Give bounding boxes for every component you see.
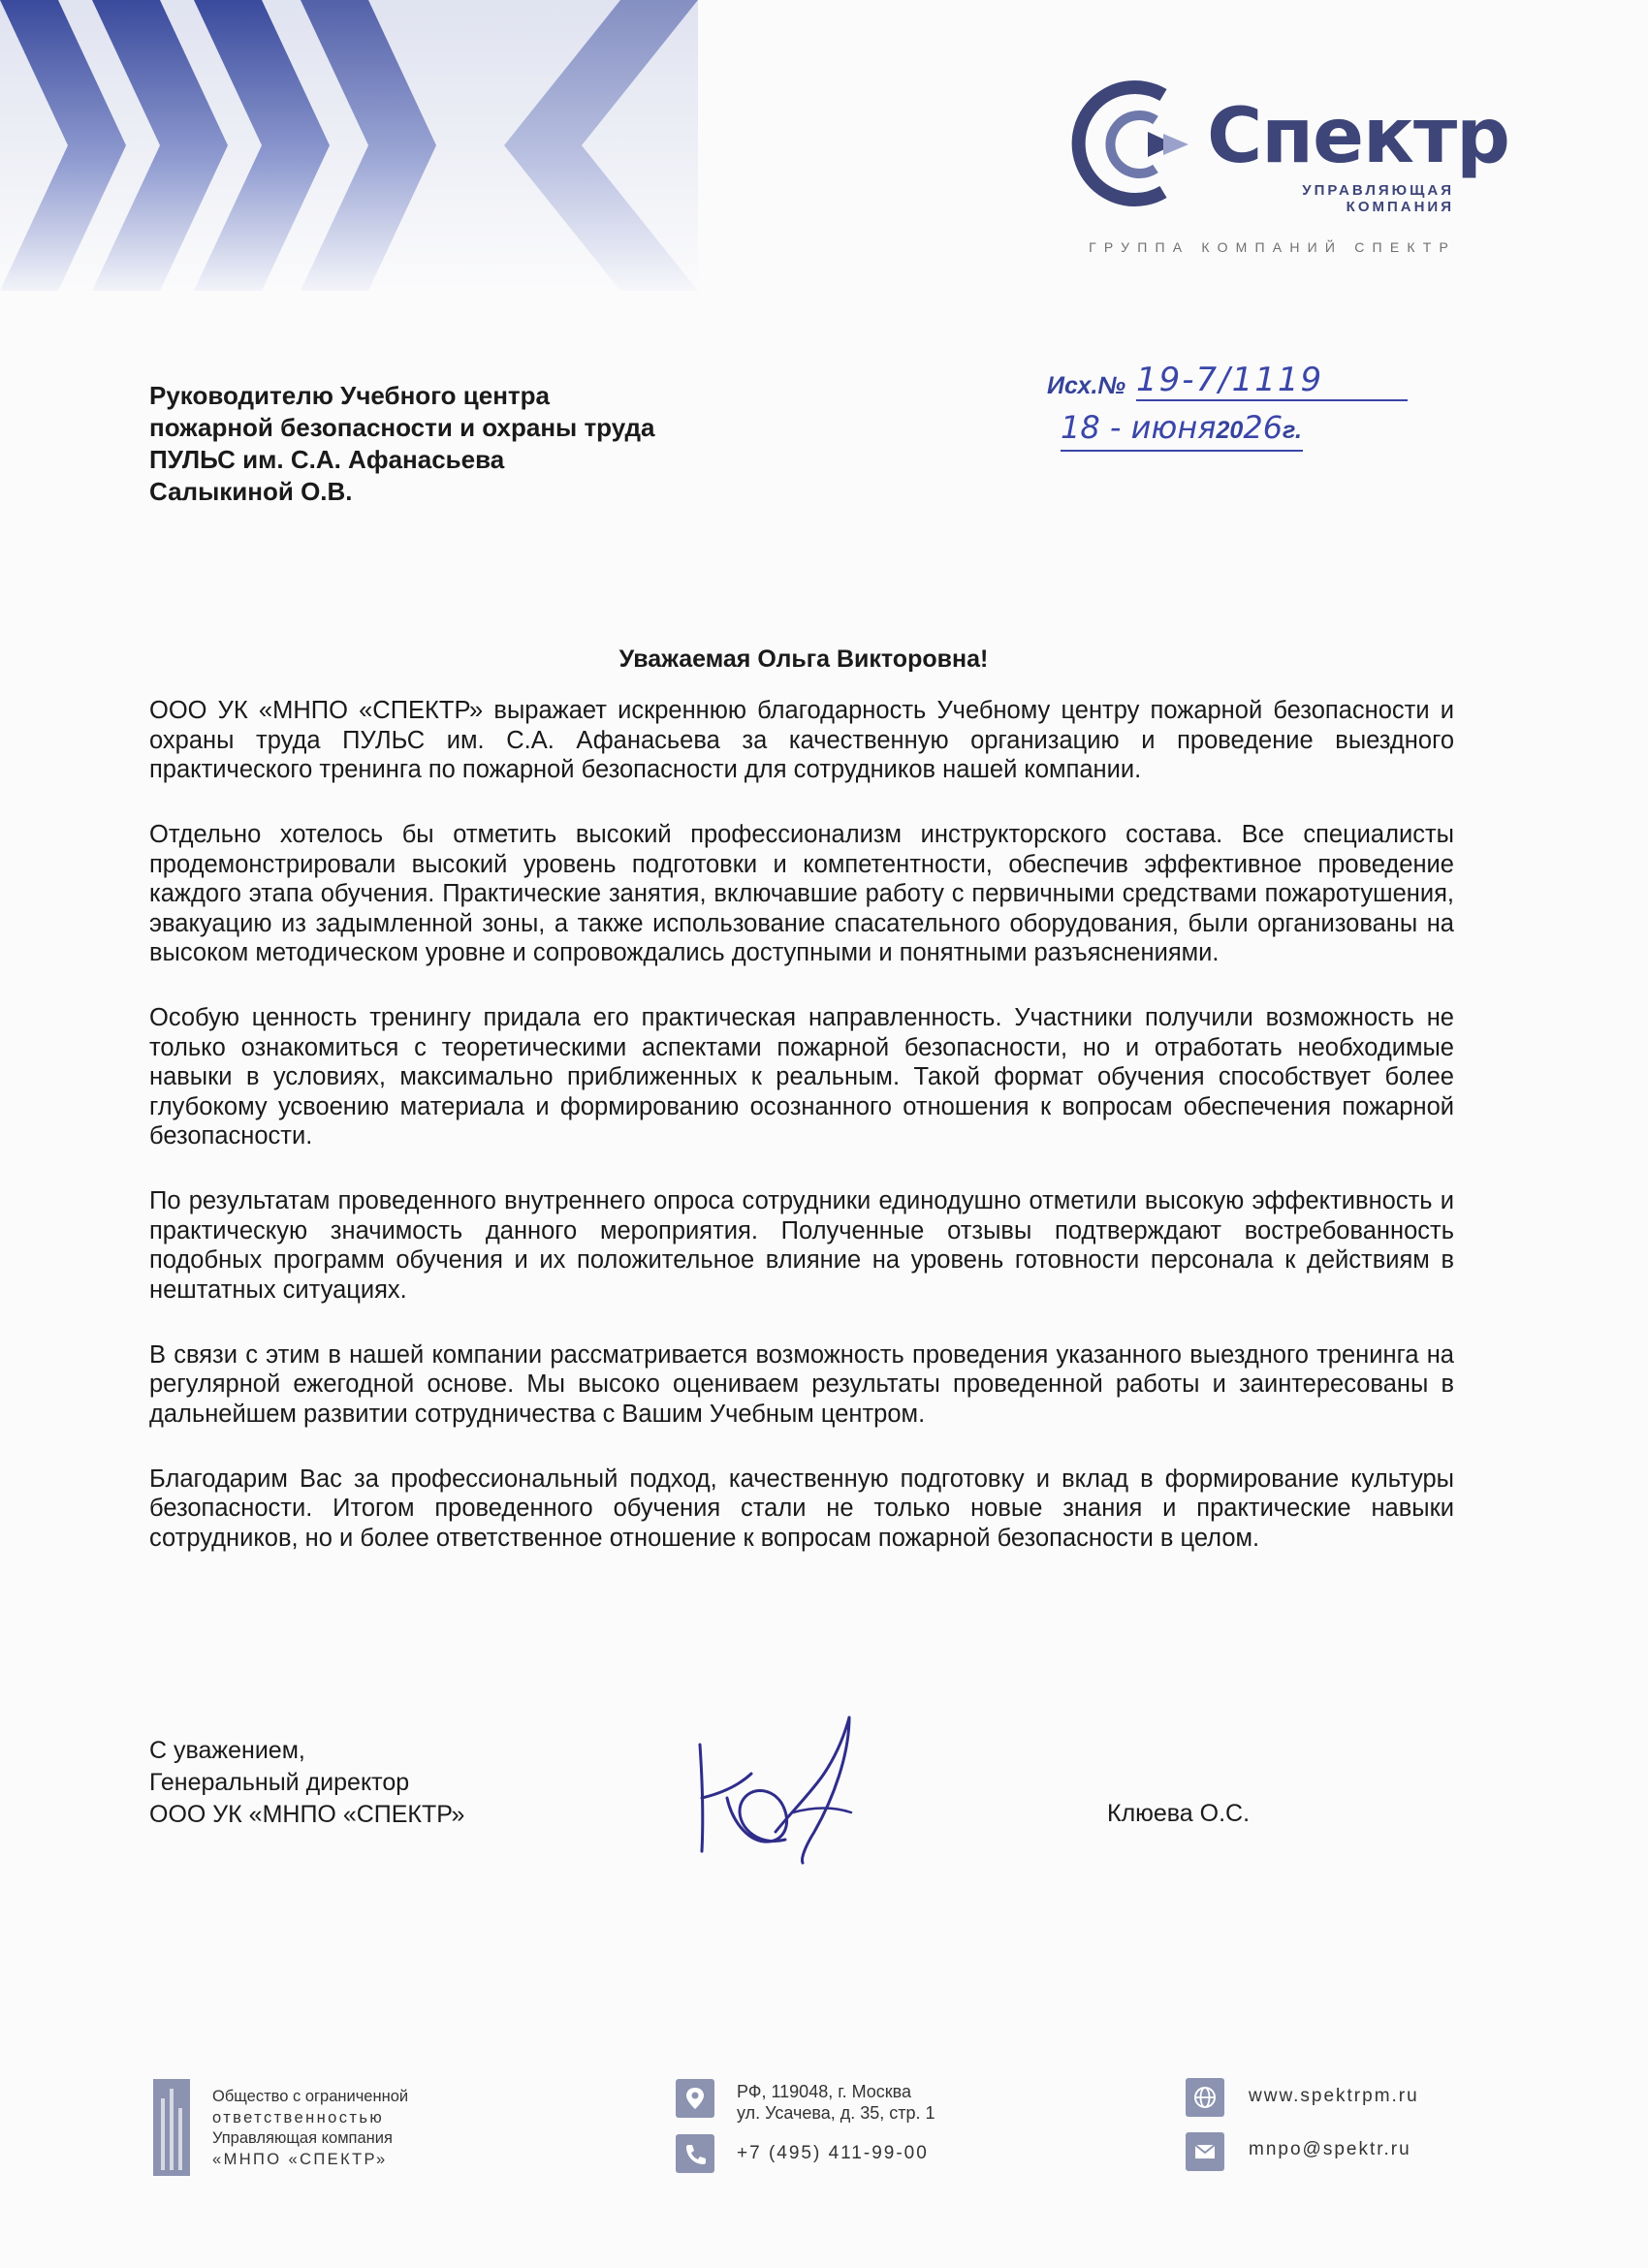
logo-subtitle-line-2: КОМПАНИЯ: [1346, 199, 1454, 215]
footer-phone[interactable]: +7 (495) 411-99-00: [737, 2143, 929, 2163]
logo-subtitle: [1226, 182, 1454, 215]
footer-address-line-2: ул. Усачева, д. 35, стр. 1: [737, 2103, 935, 2123]
logo-mark-icon: [1066, 78, 1207, 213]
body-paragraph: Благодарим Вас за профессиональный подход, качественную подготовку и вклад в формирование культуры безопасности. Итогом проведенного обучения стали не только новые знания и практические навыки сотрудников, но и более ответственное отношение к вопросам пожарной безопасности в целом.: [149, 1465, 1454, 1552]
closing-company: ООО УК «МНПО «СПЕКТР»: [149, 1801, 465, 1828]
header-chevrons: [0, 0, 698, 291]
closing-regards: С уважением,: [149, 1737, 305, 1764]
closing-block: [149, 1735, 464, 1831]
reference-year-suffix: г.: [1283, 417, 1303, 444]
reference-date-day-month: 18 - июня: [1061, 409, 1217, 446]
letter-body: [149, 696, 1454, 1589]
signatory-name: Клюева О.С.: [1107, 1800, 1251, 1827]
salutation: Уважаемая Ольга Викторовна!: [618, 646, 989, 673]
location-icon: [676, 2079, 714, 2118]
footer-company-line: ответственностью: [212, 2108, 385, 2126]
reference-year-handwritten: 26: [1243, 409, 1284, 446]
body-paragraph: Отдельно хотелось бы отметить высокий профессионализм инструкторского состава. Все специалисты продемонстрировали высокий уровень подготовки и компетентности, обеспечив эффективное проведение каждого этапа обучения. Практические занятия, включавшие работу с первичными средствами пожаротушения, эвакуацию из задымленной зоны, а также использование спасательного оборудования, были организованы на высоком методическом уровне и сопровождались доступными и понятными разъяснениями.: [149, 821, 1454, 966]
footer-company-line: «МНПО «СПЕКТР»: [212, 2150, 388, 2168]
reference-year-prefix: 20: [1216, 417, 1244, 444]
footer-address: [737, 2081, 935, 2124]
footer-email[interactable]: mnpo@spektr.ru: [1249, 2139, 1411, 2159]
outgoing-reference: [1047, 361, 1386, 467]
building-icon: [153, 2079, 190, 2176]
body-paragraph: Особую ценность тренингу придала его практическая направленность. Участники получили возможность не только ознакомиться с теоретическими аспектами пожарной безопасности, но и отработать необходимые навыки в условиях, максимально приближенных к реальным. Такой формат обучения способствует более глубокому усвоению материала и формированию осознанного отношения к вопросам обеспечения пожарной безопасности.: [149, 1004, 1454, 1150]
handwritten-signature: [679, 1706, 892, 1871]
reference-number-underline: [1136, 399, 1408, 401]
logo-group-name: ГРУППА КОМПАНИЙ СПЕКТР: [1089, 239, 1456, 255]
reference-number: 19-7/1119: [1136, 361, 1324, 399]
footer-address-line-1: РФ, 119048, г. Москва: [737, 2082, 912, 2101]
recipient-line: пожарной безопасности и охраны труда: [149, 413, 655, 442]
globe-icon: [1186, 2078, 1224, 2117]
mail-icon: [1186, 2132, 1224, 2171]
recipient-block: [149, 380, 655, 508]
logo-wordmark: Спектр: [1207, 93, 1510, 180]
reference-label: Исх.№: [1047, 372, 1126, 399]
recipient-line: ПУЛЬС им. С.А. Афанасьева: [149, 445, 505, 474]
recipient-line: Салыкиной О.В.: [149, 477, 353, 506]
footer-website[interactable]: www.spektrpm.ru: [1249, 2086, 1419, 2106]
company-logo: [1066, 78, 1510, 262]
closing-position: Генеральный директор: [149, 1769, 410, 1796]
logo-subtitle-line-1: УПРАВЛЯЮЩАЯ: [1302, 182, 1454, 199]
reference-date-underline: [1061, 450, 1303, 452]
body-paragraph: В связи с этим в нашей компании рассматривается возможность проведения указанного выездного тренинга на регулярной ежегодной основе. Мы высоко оцениваем результаты проведенной работы и заинтересованы в дальнейшем развитии сотрудничества с Вашим Учебным центром.: [149, 1340, 1454, 1428]
recipient-line: Руководителю Учебного центра: [149, 381, 551, 410]
footer-company: [212, 2087, 408, 2170]
reference-date: [1061, 409, 1302, 446]
phone-icon: [676, 2134, 714, 2173]
footer-company-line: Управляющая компания: [212, 2129, 393, 2147]
footer-company-line: Общество с ограниченной: [212, 2088, 409, 2105]
body-paragraph: По результатам проведенного внутреннего опроса сотрудники единодушно отметили высокую эффективность и практическую значимость данного мероприятия. Полученные отзывы подтверждают востребованность подобных программ обучения и их положительное влияние на уровень готовности персонала к действиям в нештатных ситуациях.: [149, 1187, 1454, 1304]
body-paragraph: ООО УК «МНПО «СПЕКТР» выражает искреннюю благодарность Учебному центру пожарной безопасности и охраны труда ПУЛЬС им. С.А. Афанасьева за качественную организацию и проведение выездного практического тренинга по пожарной безопасности для сотрудников нашей компании.: [149, 697, 1454, 783]
